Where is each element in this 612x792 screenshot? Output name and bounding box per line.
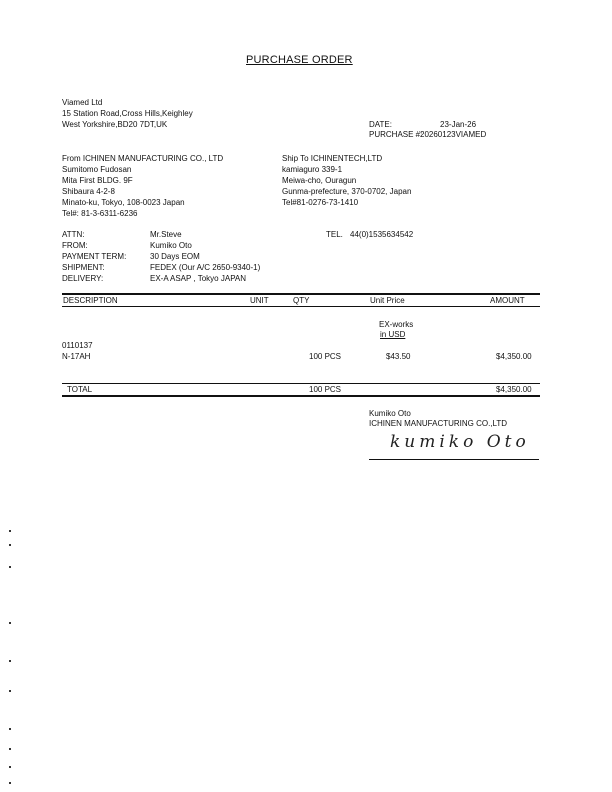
scan-speck	[9, 530, 11, 532]
item-unit-price: $43.50	[386, 352, 411, 361]
header-description: DESCRIPTION	[63, 296, 118, 305]
buyer-address-line2: West Yorkshire,BD20 7DT,UK	[62, 120, 168, 129]
from-line5: Minato-ku, Tokyo, 108-0023 Japan	[62, 198, 185, 207]
buyer-address-line1: 15 Station Road,Cross Hills,Keighley	[62, 109, 193, 118]
scan-speck	[9, 566, 11, 568]
item-amount: $4,350.00	[496, 352, 532, 361]
from-line1: From ICHINEN MANUFACTURING CO., LTD	[62, 154, 224, 163]
ship-to-line3: Meiwa-cho, Ouragun	[282, 176, 357, 185]
ship-to-line2: kamiaguro 339-1	[282, 165, 343, 174]
buyer-address	[62, 98, 193, 131]
scan-speck	[9, 690, 11, 692]
item-name: N-17AH	[62, 352, 91, 361]
tel-value: 44(0)1535634542	[350, 230, 414, 239]
shipment-value: FEDEX (Our A/C 2650-9340-1)	[150, 263, 261, 272]
scan-speck	[9, 766, 11, 768]
date-label: DATE:	[369, 120, 392, 129]
from-line3: Mita First BLDG. 9F	[62, 176, 133, 185]
total-top-rule	[62, 383, 540, 384]
signer-company: ICHINEN MANUFACTURING CO.,LTD	[369, 419, 508, 428]
header-unit-price: Unit Price	[370, 296, 405, 305]
header-bottom-rule	[62, 306, 540, 307]
signature-line	[369, 459, 539, 460]
ship-to-line4: Gunma-prefecture, 370-0702, Japan	[282, 187, 412, 196]
table-top-rule	[62, 293, 540, 295]
scan-speck	[9, 728, 11, 730]
item-qty: 100 PCS	[309, 352, 342, 361]
delivery-value: EX-A ASAP , Tokyo JAPAN	[150, 274, 247, 283]
payment-label: PAYMENT TERM:	[62, 252, 127, 261]
price-basis-note: EX-works	[379, 320, 414, 329]
attn-value: Mr.Steve	[150, 230, 182, 239]
scan-speck	[9, 660, 11, 662]
from-line4: Shibaura 4-2-8	[62, 187, 115, 196]
scan-speck	[9, 622, 11, 624]
currency-note: in USD	[380, 330, 406, 339]
header-amount: AMOUNT	[490, 296, 525, 305]
from-label: FROM:	[62, 241, 88, 250]
ship-to-line5: Tel#81-0276-73-1410	[282, 198, 359, 207]
scan-speck	[9, 544, 11, 546]
total-label: TOTAL	[67, 385, 93, 394]
total-bottom-rule	[62, 395, 540, 397]
page-title: PURCHASE ORDER	[246, 54, 353, 66]
delivery-label: DELIVERY:	[62, 274, 104, 283]
signer-name: Kumiko Oto	[369, 409, 411, 418]
shipment-label: SHIPMENT:	[62, 263, 105, 272]
ship-to-address	[282, 154, 411, 209]
from-line6: Tel#: 81-3-6311-6236	[62, 209, 138, 218]
po-label: PURCHASE #:	[369, 130, 423, 139]
header-qty: QTY	[293, 296, 310, 305]
total-amount: $4,350.00	[496, 385, 532, 394]
detail-values	[150, 230, 260, 285]
scan-speck	[9, 748, 11, 750]
item-code: 0110137	[62, 341, 93, 350]
handwritten-signature: kumiko Oto	[390, 432, 530, 452]
attn-label: ATTN:	[62, 230, 85, 239]
total-qty: 100 PCS	[309, 385, 342, 394]
tel-label: TEL.	[326, 230, 343, 239]
from-line2: Sumitomo Fudosan	[62, 165, 132, 174]
scan-speck	[9, 782, 11, 784]
date-value: 23-Jan-26	[440, 120, 477, 129]
from-value: Kumiko Oto	[150, 241, 192, 250]
po-value: 20260123VIAMED	[420, 130, 487, 139]
detail-labels	[62, 230, 126, 285]
from-address	[62, 154, 223, 220]
ship-to-line1: Ship To ICHINENTECH,LTD	[282, 154, 383, 163]
buyer-name: Viamed Ltd	[62, 98, 103, 107]
payment-value: 30 Days EOM	[150, 252, 200, 261]
header-unit: UNIT	[250, 296, 269, 305]
